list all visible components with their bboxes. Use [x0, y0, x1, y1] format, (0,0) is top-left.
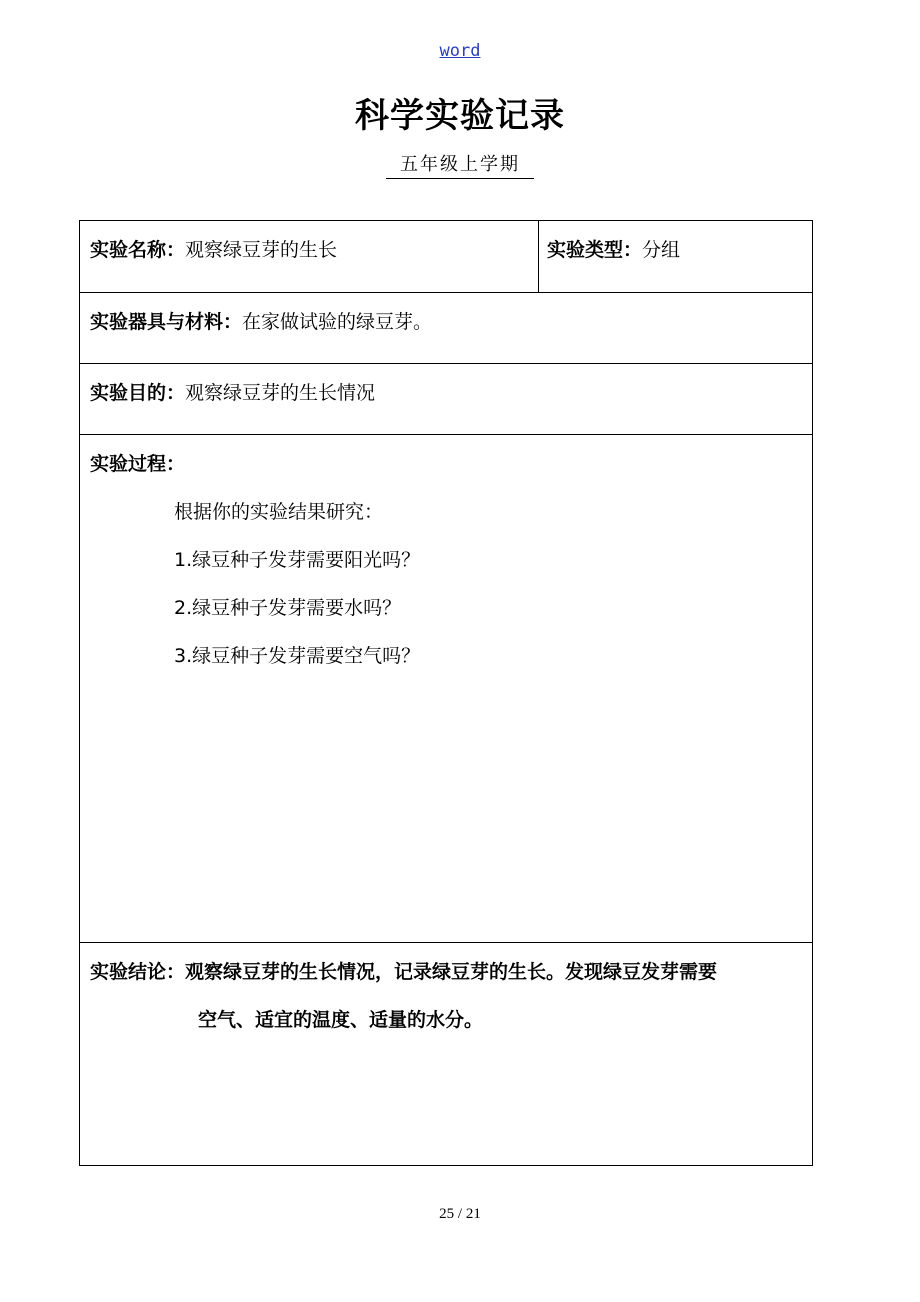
experiment-type-cell	[547, 235, 680, 262]
process-intro: 根据你的实验结果研究：	[174, 501, 384, 523]
row-name-type	[80, 221, 812, 293]
purpose-value: 观察绿豆芽的生长情况	[185, 382, 376, 404]
process-question: 1.绿豆种子发芽需要阳光吗？	[174, 549, 421, 571]
purpose-label: 实验目的：	[90, 382, 186, 404]
experiment-name-label: 实验名称：	[90, 239, 186, 261]
row-process	[80, 435, 812, 943]
experiment-name-cell	[90, 235, 337, 262]
materials-value: 在家做试验的绿豆芽。	[242, 311, 433, 333]
word-header-link[interactable]: word	[439, 41, 481, 61]
materials-label: 实验器具与材料：	[90, 311, 243, 333]
experiment-name-value: 观察绿豆芽的生长	[185, 239, 338, 261]
process-cell	[90, 449, 185, 476]
purpose-cell	[90, 378, 375, 405]
process-question: 3.绿豆种子发芽需要空气吗？	[174, 645, 421, 667]
conclusion-cell	[90, 957, 717, 984]
experiment-type-value: 分组	[642, 239, 681, 261]
subtitle-text: 五年级上学期	[386, 150, 534, 179]
page-number: 25 / 21	[439, 1206, 481, 1222]
page-title: 科学实验记录	[355, 96, 565, 136]
row-materials	[80, 293, 812, 364]
row-purpose	[80, 364, 812, 435]
experiment-type-label: 实验类型：	[547, 239, 643, 261]
page-subtitle	[0, 150, 920, 179]
conclusion-text-line2: 空气、适宜的温度、适量的水分。	[198, 1009, 484, 1031]
materials-cell	[90, 307, 432, 334]
process-label: 实验过程：	[90, 453, 186, 475]
cell-divider	[538, 221, 539, 292]
experiment-record-table	[79, 220, 813, 1166]
row-conclusion	[80, 943, 812, 1165]
conclusion-text-line1: 观察绿豆芽的生长情况，记录绿豆芽的生长。发现绿豆发芽需要	[185, 961, 718, 983]
conclusion-label: 实验结论：	[90, 961, 186, 983]
process-question: 2.绿豆种子发芽需要水吗？	[174, 597, 402, 619]
